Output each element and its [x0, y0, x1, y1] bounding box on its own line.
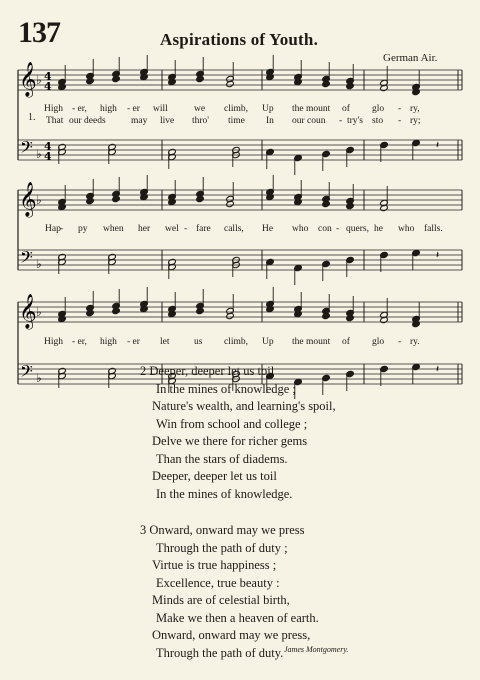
lyric-syllable: climb,	[224, 104, 249, 114]
lyric-syllable: He	[262, 224, 274, 234]
lyric-syllable: ry.	[410, 337, 420, 347]
time-signature-top: 4	[44, 140, 52, 153]
lyric-syllable: High	[44, 104, 63, 114]
lyric-syllable: time	[228, 116, 245, 126]
lyric-syllable: try's	[347, 116, 363, 126]
lyric-syllable: her	[138, 224, 151, 234]
lyric-syllable: -	[184, 224, 188, 234]
lyric-syllable: In	[266, 116, 274, 126]
lyric-syllable: Up	[262, 104, 274, 114]
lyric-syllable: py	[78, 224, 88, 234]
lyric-syllable: our coun	[292, 116, 326, 126]
stanza-line: Onward, onward may we press	[149, 523, 305, 537]
bass-clef: 𝄢	[20, 247, 33, 271]
lyric-syllable: the mount	[292, 337, 331, 347]
lyric-syllable: ry;	[410, 116, 421, 126]
lyric-syllable: -	[60, 224, 64, 234]
stanza-line: Through the path of duty ;	[156, 540, 288, 555]
lyric-syllable: let	[160, 337, 170, 347]
stanza-line: Win from school and college ;	[156, 416, 308, 431]
stanza-2	[140, 363, 336, 503]
stanza-number: 3	[140, 523, 147, 537]
lyric-syllable: climb,	[224, 337, 249, 347]
lyric-syllable: he	[374, 224, 383, 234]
lyric-syllable: thro'	[192, 116, 210, 126]
stanza-line: Excellence, true beauty :	[156, 575, 280, 590]
stanza-line: Virtue is true happiness ;	[152, 558, 277, 572]
time-signature-bottom: 4	[44, 80, 52, 93]
lyric-syllable: falls.	[424, 224, 443, 234]
key-signature-flat: ♭	[36, 371, 42, 385]
rest: 𝄽	[436, 364, 440, 375]
lyric-syllable: quers,	[346, 224, 369, 234]
lyric-syllable: live	[160, 116, 175, 126]
stanza-line: Minds are of celestial birth,	[152, 593, 290, 607]
lyric-syllable: may	[131, 116, 148, 126]
lyric-syllable: who	[398, 224, 415, 234]
time-signature-bottom: 4	[44, 150, 52, 163]
bass-clef: 𝄢	[20, 361, 33, 385]
lyric-syllable: glo	[372, 337, 385, 347]
lyric-syllable: -	[336, 224, 340, 234]
lyric-syllable: fare	[196, 224, 211, 234]
treble-clef: 𝄞	[19, 62, 37, 97]
treble-clef: 𝄞	[19, 182, 37, 217]
lyric-syllable: sto	[372, 116, 384, 126]
stanza-line: In the mines of knowledge ;	[156, 381, 296, 396]
lyric-syllable: we	[194, 104, 206, 114]
key-signature-flat: ♭	[36, 193, 42, 207]
lyric-syllable: - er	[127, 337, 140, 347]
key-signature-flat: ♭	[36, 147, 42, 161]
stanza-line: Delve we there for richer gems	[152, 434, 308, 448]
lyric-syllable: us	[194, 337, 203, 347]
key-signature-flat: ♭	[36, 257, 42, 271]
hymn-number: 137	[18, 16, 60, 49]
stanza-line: Make we then a heaven of earth.	[156, 610, 319, 625]
stanza-number: 2	[140, 364, 147, 378]
lyric-syllable: ry,	[410, 104, 420, 114]
tune-name: German Air.	[383, 52, 438, 64]
rest: 𝄽	[436, 250, 440, 261]
author-credit: James Montgomery.	[284, 645, 349, 654]
lyric-syllable: -	[339, 116, 343, 126]
lyric-syllable: high	[100, 337, 117, 347]
bass-clef: 𝄢	[20, 137, 33, 161]
hymn-title: Aspirations of Youth.	[160, 30, 319, 49]
lyric-syllable: calls,	[224, 224, 244, 234]
lyric-syllable: High	[44, 337, 63, 347]
key-signature-flat: ♭	[36, 73, 42, 87]
lyric-syllable: will	[153, 104, 168, 114]
stanza-line: Than the stars of diadems.	[156, 451, 288, 466]
lyric-syllable: con	[318, 224, 332, 234]
lyric-syllable: Hap	[45, 224, 61, 234]
stanza-line: Through the path of duty.	[156, 645, 284, 660]
lyric-syllable: the mount	[292, 104, 331, 114]
verse-number: 1.	[28, 112, 36, 123]
stanza-line: In the mines of knowledge.	[156, 486, 293, 501]
stanza-3	[140, 522, 319, 662]
lyric-syllable: high	[100, 104, 117, 114]
lyric-syllable: when	[103, 224, 124, 234]
lyric-syllable: glo	[372, 104, 385, 114]
key-signature-flat: ♭	[36, 305, 42, 319]
lyric-syllable: -	[398, 116, 402, 126]
time-signature-top: 4	[44, 70, 52, 83]
stanza-line: Deeper, deeper let us toil	[152, 469, 277, 483]
rest: 𝄽	[436, 140, 440, 151]
lyric-syllable: - er	[127, 104, 140, 114]
treble-clef: 𝄞	[19, 294, 37, 329]
lyric-syllable: of	[342, 337, 350, 347]
stanza-line: Deeper, deeper let us toil	[149, 364, 275, 378]
lyric-syllable: Up	[262, 337, 274, 347]
lyric-syllable: of	[342, 104, 350, 114]
stanza-line: Onward, onward may we press,	[152, 628, 311, 642]
lyric-syllable: - er,	[72, 104, 87, 114]
lyric-syllable: who	[292, 224, 309, 234]
lyric-syllable: - er,	[72, 337, 87, 347]
lyric-syllable: wel	[165, 224, 179, 234]
stanza-line: Nature's wealth, and learning's spoil,	[152, 399, 336, 413]
lyric-syllable: -	[398, 337, 402, 347]
lyric-syllable: -	[398, 104, 402, 114]
lyric-syllable: That	[46, 116, 64, 126]
lyric-syllable: our deeds	[69, 116, 106, 126]
